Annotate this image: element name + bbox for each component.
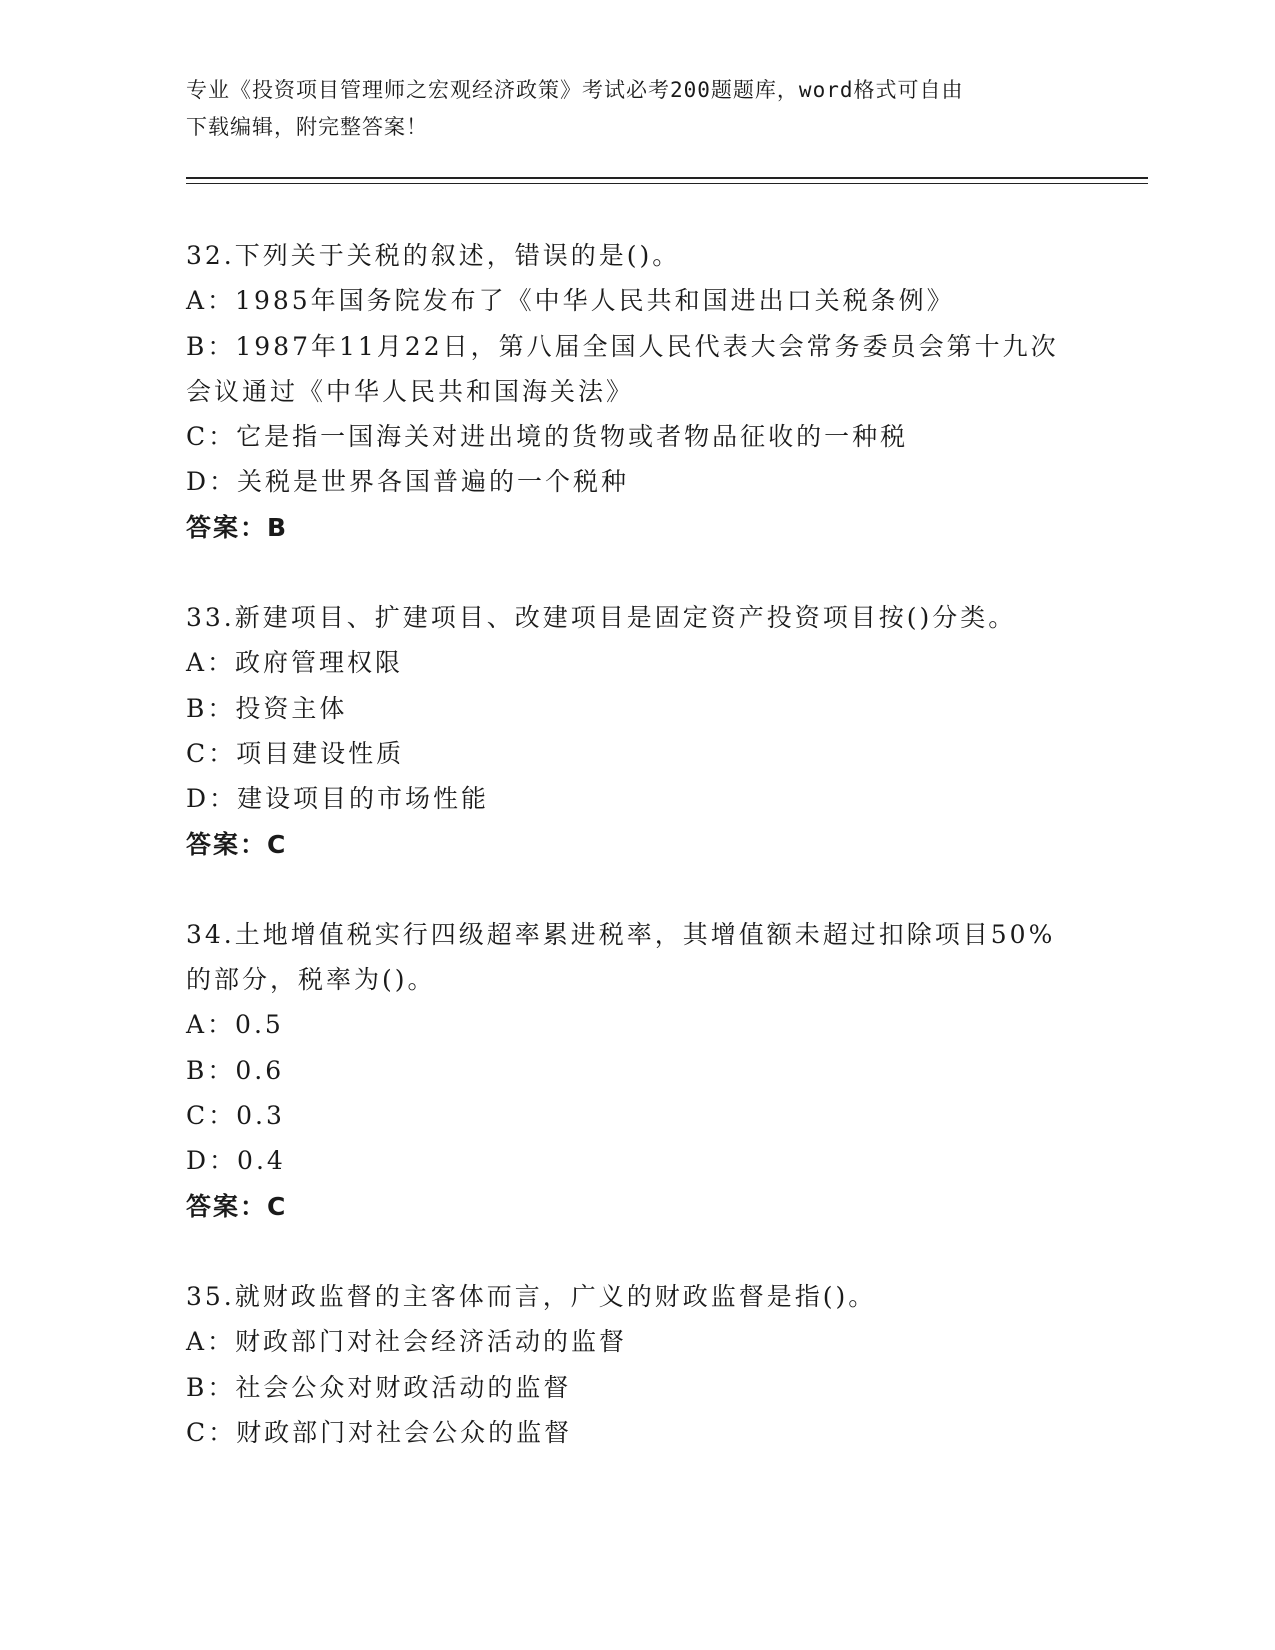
answer-label: 答案：C xyxy=(186,829,288,859)
header-intro-line-2: 下载编辑，附完整答案！ xyxy=(186,115,428,139)
question-stem: 32.下列关于关税的叙述，错误的是()。 xyxy=(186,241,681,270)
question-block-33 xyxy=(186,595,1086,867)
answer-label: 答案：C xyxy=(186,1191,288,1221)
header-divider-thin xyxy=(186,183,1148,184)
option-b: B：投资主体 xyxy=(186,693,348,723)
question-block-35 xyxy=(186,1274,1086,1455)
option-d: D：关税是世界各国普遍的一个税种 xyxy=(186,467,630,497)
option-a: A：政府管理权限 xyxy=(186,648,404,678)
question-stem-continued: 的部分，税率为()。 xyxy=(186,965,436,995)
option-b: B：0.6 xyxy=(186,1055,285,1085)
question-block-32 xyxy=(186,233,1086,550)
answer-label: 答案：B xyxy=(186,512,289,542)
option-a: A：1985年国务院发布了《中华人民共和国进出口关税条例》 xyxy=(186,286,955,316)
option-a: A：0.5 xyxy=(186,1010,284,1040)
option-c: C：它是指一国海关对进出境的货物或者物品征收的一种税 xyxy=(186,422,909,452)
option-d: D：建设项目的市场性能 xyxy=(186,784,490,814)
question-stem: 33.新建项目、扩建项目、改建项目是固定资产投资项目按()分类。 xyxy=(186,603,1017,633)
document-header xyxy=(186,72,1066,146)
header-intro-line-1: 专业《投资项目管理师之宏观经济政策》考试必考200题题库，word格式可自由 xyxy=(186,78,964,102)
option-b: B：社会公众对财政活动的监督 xyxy=(186,1372,572,1402)
option-d: D：0.4 xyxy=(186,1146,286,1176)
option-c: C：项目建设性质 xyxy=(186,738,405,768)
option-b: B：1987年11月22日，第八届全国人民代表大会常务委员会第十九次 xyxy=(186,331,1059,361)
option-c: C：0.3 xyxy=(186,1101,285,1131)
option-b-continued: 会议通过《中华人民共和国海关法》 xyxy=(186,376,635,406)
question-stem: 34.土地增值税实行四级超率累进税率，其增值额未超过扣除项目50% xyxy=(186,919,1056,949)
option-c: C：财政部门对社会公众的监督 xyxy=(186,1417,573,1447)
header-divider-thick xyxy=(186,177,1148,179)
question-block-34 xyxy=(186,912,1086,1229)
question-stem: 35.就财政监督的主客体而言，广义的财政监督是指()。 xyxy=(186,1281,877,1311)
question-list xyxy=(186,233,1086,1455)
option-a: A：财政部门对社会经济活动的监督 xyxy=(186,1327,628,1357)
